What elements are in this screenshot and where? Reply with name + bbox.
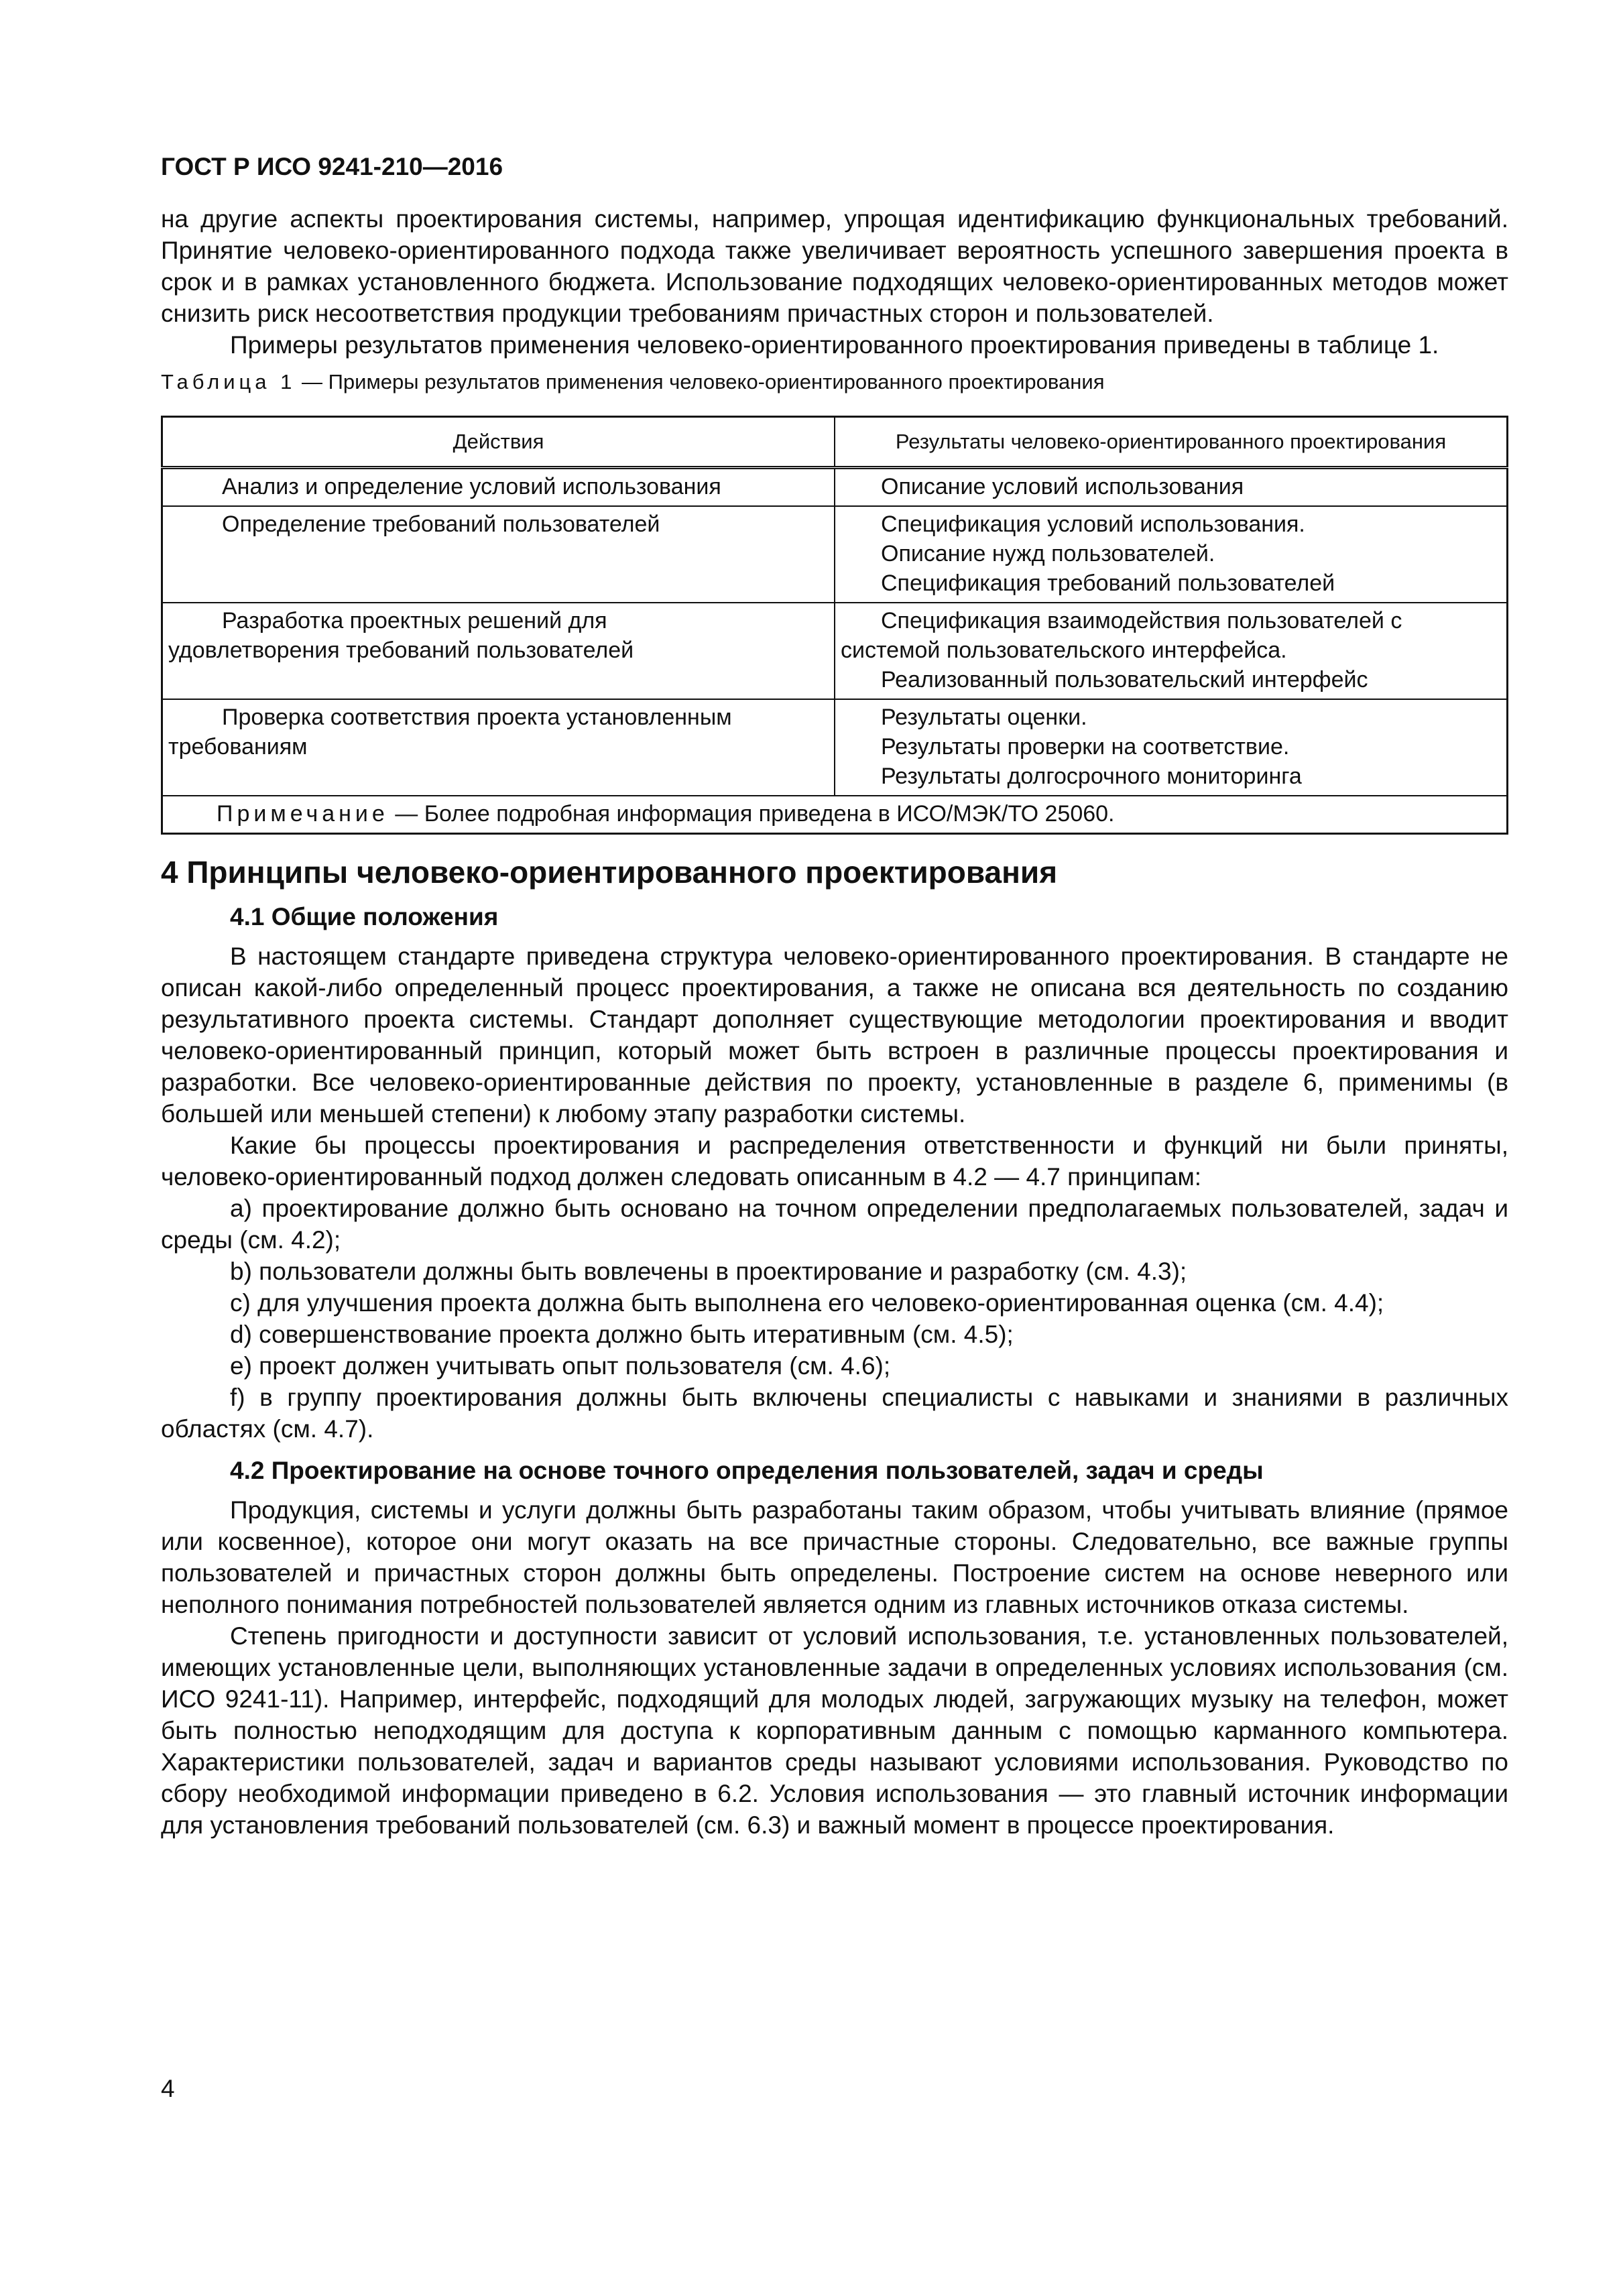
body-paragraph: В настоящем стандарте приведена структура человеко-ориентированного проектирования. В стандарте не описан какой-либо определенный процесс проектирования, а также не описана вся деятельность по созданию результативного проекта системы. Стандарт дополняет существующие методологии проектирования и вводит человеко-ориентированный принцип, который может быть встроен в различные процессы проектирования и разработки. Все человеко-ориентированные действия по проекту, установленные в разделе 6, применимы (в большей или меньшей степени) к любому этапу разработки системы. — [161, 943, 1508, 1128]
section-title: 4 Принципы человеко-ориентированного проектирования — [161, 855, 1058, 890]
subsection-title: 4.2 Проектирование на основе точного определения пользователей, задач и среды — [230, 1457, 1264, 1484]
cell-line: Определение требований пользователей — [222, 511, 660, 537]
list-item: d) совершенствование проекта должно быть итеративным (см. 4.5); — [230, 1321, 1014, 1348]
list-item: b) пользователи должны быть вовлечены в проектирование и разработку (см. 4.3); — [230, 1258, 1187, 1285]
note-label: Примечание — [217, 801, 389, 827]
result-cell — [835, 506, 1508, 603]
table-note — [162, 796, 1508, 834]
result-cell — [835, 468, 1508, 507]
table-row — [162, 506, 1508, 603]
table-row — [162, 699, 1508, 796]
action-cell — [162, 506, 835, 603]
action-cell — [162, 699, 835, 796]
cell-line: Реализованный пользовательский интерфейс — [881, 667, 1368, 692]
document-page — [161, 151, 1508, 1841]
note-text: — Более подробная информация приведена в ИСО/МЭК/ТО 25060. — [388, 801, 1115, 827]
cell-line: Проверка соответствия проекта установленным — [222, 705, 732, 730]
cell-line: удовлетворения требований пользователей — [168, 638, 634, 663]
cell-line: Описание нужд пользователей. — [881, 541, 1215, 566]
column-header-actions: Действия — [162, 417, 835, 468]
list-item: f) в группу проектирования должны быть включены специалисты с навыками и знаниями в различных областях (см. 4.7). — [161, 1384, 1508, 1443]
cell-line: Спецификация требований пользователей — [881, 570, 1335, 596]
intro-paragraph: на другие аспекты проектирования системы, например, упрощая идентификацию функциональных требований. Принятие человеко-ориентированного подхода также увеличивает вероятность успешного завершения проекта в срок и в рамках установленного бюджета. Использование подходящих человеко-ориентированных методов может снизить риск несоответствия продукции требованиям причастных сторон и пользователей. — [161, 205, 1508, 327]
body-paragraph: Продукция, системы и услуги должны быть разработаны таким образом, чтобы учитывать влияние (прямое или косвенное), которое они могут оказать на все причастные стороны. Следовательно, все важные группы пользователей и причастных сторон должны быть определены. Построение систем на основе неверного или неполного понимания потребностей пользователей является одним из главных источников отказа системы. — [161, 1496, 1508, 1618]
table-row — [162, 468, 1508, 507]
action-cell — [162, 603, 835, 699]
results-table — [161, 416, 1508, 835]
cell-line: Описание условий использования — [881, 474, 1244, 499]
result-cell — [835, 699, 1508, 796]
cell-line: Результаты долгосрочного мониторинга — [881, 764, 1302, 789]
list-item: a) проектирование должно быть основано на точном определении предполагаемых пользователей, задач и среды (см. 4.2); — [161, 1195, 1508, 1254]
list-item: c) для улучшения проекта должна быть выполнена его человеко-ориентированная оценка (см. 4.4); — [230, 1289, 1384, 1317]
list-item: e) проект должен учитывать опыт пользователя (см. 4.6); — [230, 1352, 891, 1380]
action-cell — [162, 468, 835, 507]
table-caption-label: Таблица 1 — [161, 370, 296, 394]
table-header-row — [162, 417, 1508, 468]
result-cell — [835, 603, 1508, 699]
cell-line: требованиям — [168, 734, 308, 760]
subsection-title: 4.1 Общие положения — [230, 903, 499, 930]
cell-line: Анализ и определение условий использования — [222, 474, 721, 499]
intro-paragraph: Примеры результатов применения человеко-ориентированного проектирования приведены в таблице 1. — [230, 331, 1439, 359]
cell-line: Разработка проектных решений для — [222, 608, 607, 633]
body-paragraph: Степень пригодности и доступности зависит от условий использования, т.е. установленных пользователей, имеющих установленные цели, выполняющих установленные задачи в определенных условиях использования (см. ИСО 9241-11). Например, интерфейс, подходящий для молодых людей, загружающих музыку на телефон, может быть полностью неподходящим для доступа к корпоративным данным с помощью карманного компьютера. Характеристики пользователей, задач и вариантов среды называют условиями использования. Руководство по сбору необходимой информации приведено в 6.2. Условия использования — это главный источник информации для установления требований пользователей (см. 6.3) и важный момент в процессе проектирования. — [161, 1622, 1508, 1839]
page-number: 4 — [161, 2075, 175, 2102]
table-caption — [161, 367, 1508, 397]
column-header-results: Результаты человеко-ориентированного проектирования — [835, 417, 1508, 468]
cell-line: Результаты оценки. — [881, 705, 1087, 730]
table-note-row — [162, 796, 1508, 834]
cell-line: Результаты проверки на соответствие. — [881, 734, 1290, 760]
document-header: ГОСТ Р ИСО 9241-210—2016 — [161, 153, 503, 180]
cell-line: системой пользовательского интерфейса. — [841, 638, 1287, 663]
cell-line: Спецификация взаимодействия пользователей с — [881, 608, 1402, 633]
table-row — [162, 603, 1508, 699]
cell-line: Спецификация условий использования. — [881, 511, 1305, 537]
body-paragraph: Какие бы процессы проектирования и распределения ответственности и функций ни были приняты, человеко-ориентированный подход должен следовать описанным в 4.2 — 4.7 принципам: — [161, 1132, 1508, 1191]
table-caption-text: — Примеры результатов применения человеко-ориентированного проектирования — [296, 370, 1105, 394]
